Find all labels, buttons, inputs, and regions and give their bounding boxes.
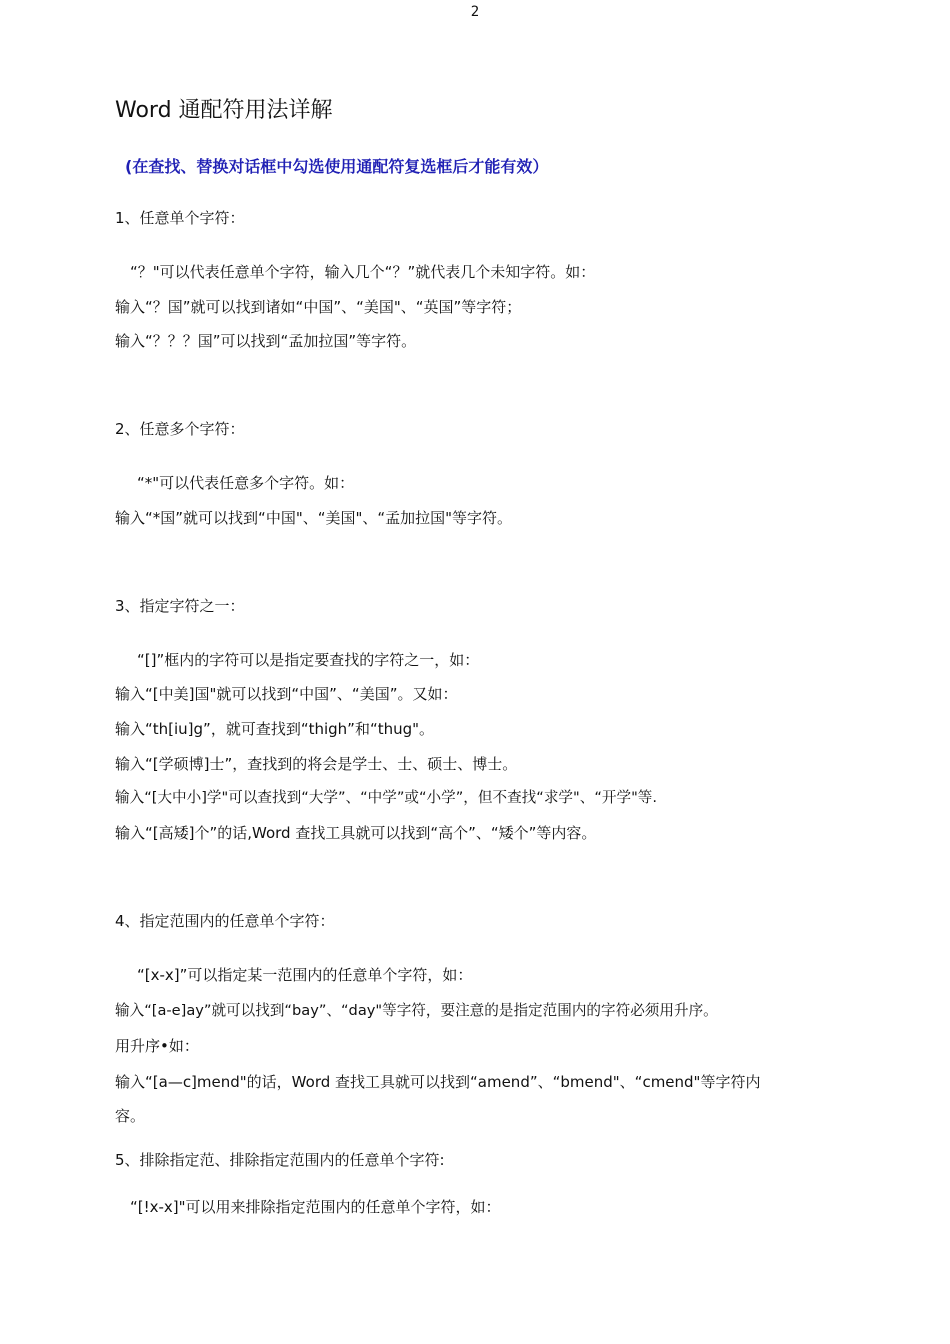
document-note: (在查找、替换对话框中勾选使用通配符复选框后才能有效） xyxy=(125,157,549,176)
paragraph-line: “[]”框内的字符可以是指定要查找的字符之一，如： xyxy=(137,651,480,669)
section-1-heading: 1、任意单个字符： xyxy=(115,209,245,227)
paragraph-line: 输入“[大中小]学"可以查找到“大学”、“中学”或“小学”，但不查找“求学"、“开学"等. xyxy=(115,789,658,806)
section-4-heading: 4、指定范围内的任意单个字符： xyxy=(115,912,335,930)
paragraph-line: 输入“？国”就可以找到诸如“中国”、“美国"、“英国”等字符； xyxy=(115,298,522,316)
paragraph-line: “？"可以代表任意单个字符，输入几个“？”就代表几个未知字符。如： xyxy=(130,263,596,281)
paragraph-line: 输入“[高矮]个”的话,Word 查找工具就可以找到“高个”、“矮个”等内容。 xyxy=(115,824,597,842)
paragraph-line: “[!x-x]"可以用来排除指定范围内的任意单个字符，如： xyxy=(130,1198,501,1216)
section-2-heading: 2、任意多个字符： xyxy=(115,420,245,438)
paragraph-line: 输入“[学硕博]士”，查找到的将会是学士、士、硕士、博士。 xyxy=(115,755,518,773)
paragraph-line: 用升序•如： xyxy=(115,1037,199,1055)
paragraph-line: 输入“th[iu]g”，就可查找到“thigh”和“thug"。 xyxy=(115,720,435,738)
paragraph-line: 输入“[中美]国"就可以找到“中国”、“美国”。又如： xyxy=(115,685,458,703)
paragraph-line: 输入“[a-e]ay”就可以找到“bay”、“day"等字符，要注意的是指定范围内的字符必须用升序。 xyxy=(115,1002,718,1019)
paragraph-line: 容。 xyxy=(115,1107,146,1125)
paragraph-line: 输入“？？？国”可以找到“孟加拉国”等字符。 xyxy=(115,332,417,350)
paragraph-line: “*"可以代表任意多个字符。如： xyxy=(137,474,355,492)
section-3-heading: 3、指定字符之一： xyxy=(115,597,245,615)
paragraph-line: 输入“*国”就可以找到“中国"、“美国"、“孟加拉国"等字符。 xyxy=(115,509,513,527)
section-5-heading: 5、排除指定范、排除指定范围内的任意单个字符: xyxy=(115,1151,445,1169)
document-title: Word 通配符用法详解 xyxy=(115,98,333,123)
page-number: 2 xyxy=(470,4,480,20)
paragraph-line: 输入“[a—c]mend"的话，Word 查找工具就可以找到“amend”、“bmend"、“cmend"等字符内 xyxy=(115,1073,761,1091)
paragraph-line: “[x-x]”可以指定某一范围内的任意单个字符，如： xyxy=(137,966,473,984)
